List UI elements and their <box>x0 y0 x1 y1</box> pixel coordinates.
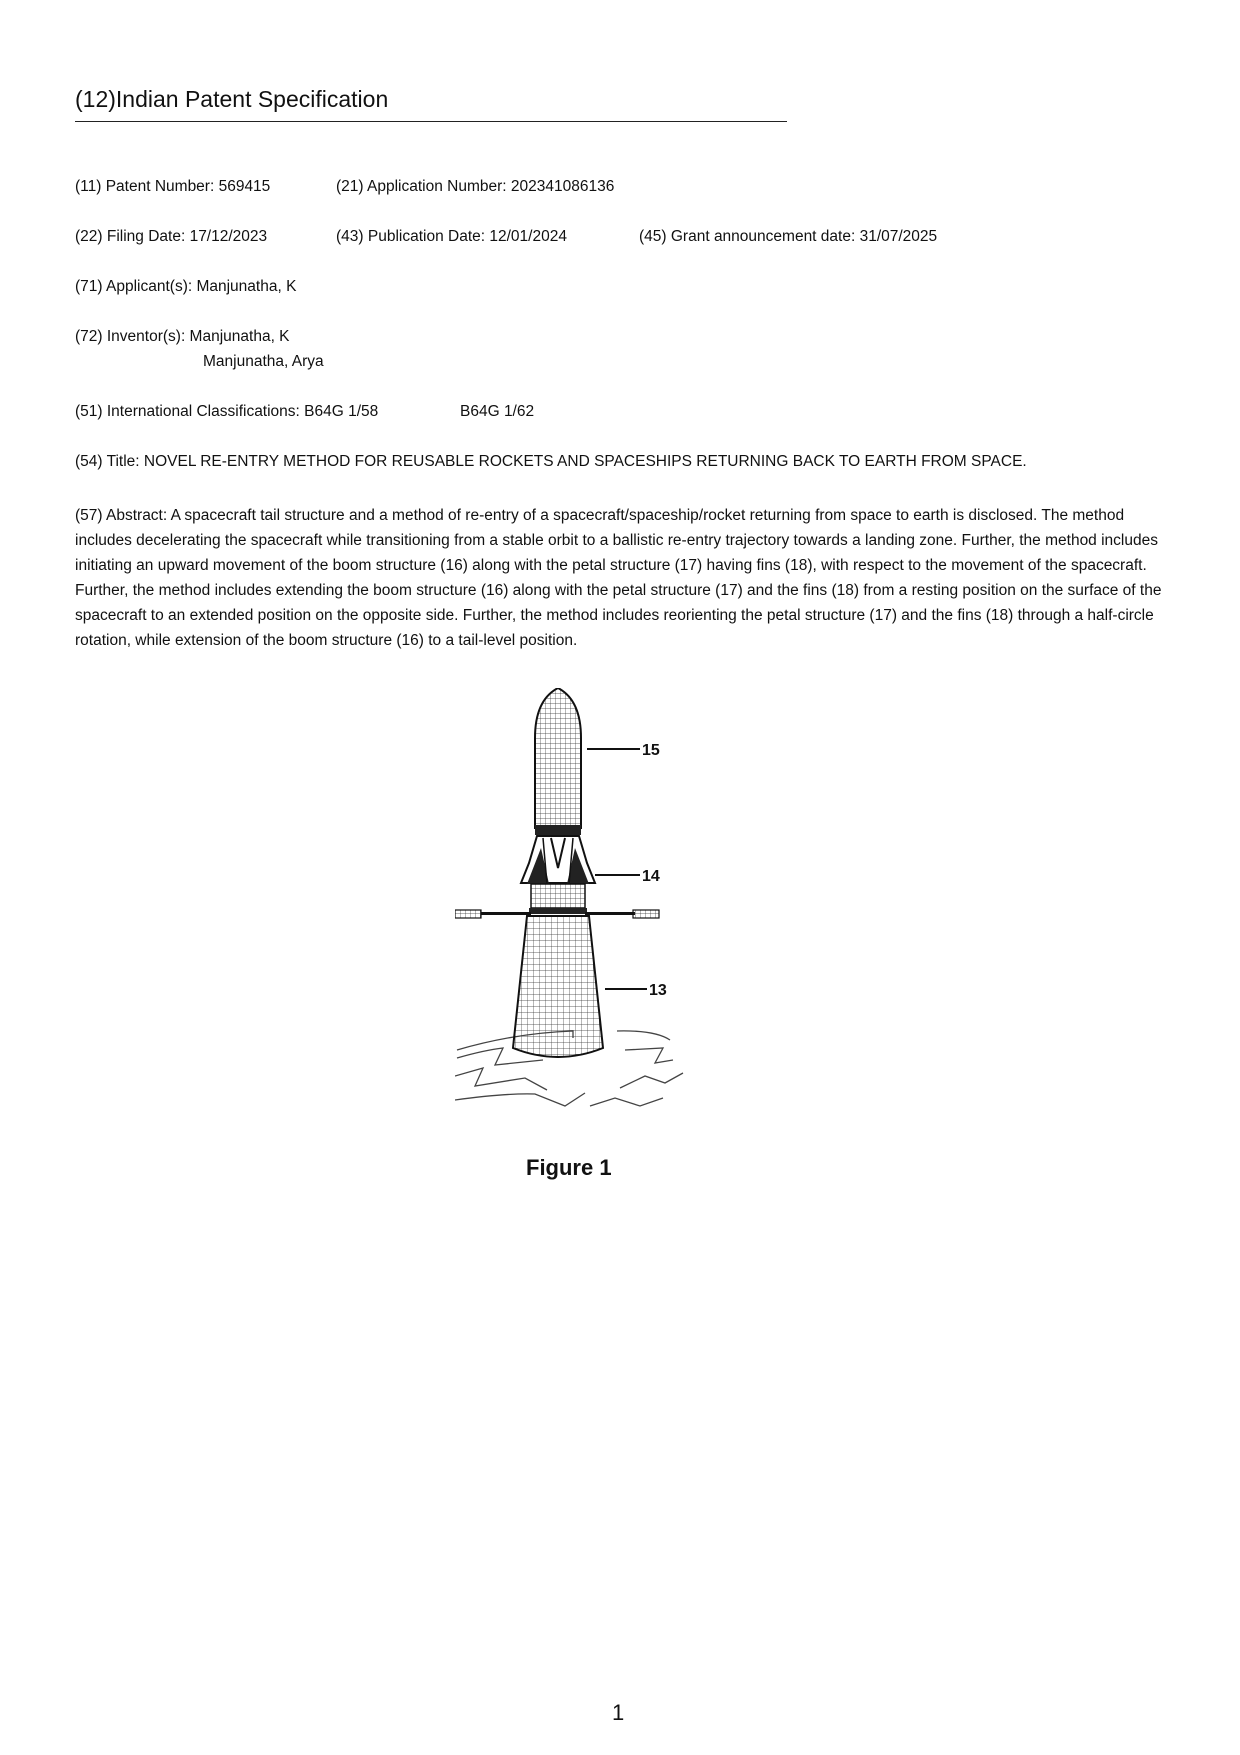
applicants: (71) Applicant(s): Manjunatha, K <box>75 278 297 295</box>
application-number: (21) Application Number: 202341086136 <box>336 178 615 195</box>
classification-1: (51) International Classifications: B64G 1/58 <box>75 403 379 420</box>
patent-title: (54) Title: NOVEL RE-ENTRY METHOD FOR REUSABLE ROCKETS AND SPACESHIPS RETURNING BACK TO EARTH FROM SPACE. <box>75 453 1027 470</box>
grant-date: (45) Grant announcement date: 31/07/2025 <box>639 228 938 245</box>
label-15: 15 <box>642 742 660 759</box>
publication-date: (43) Publication Date: 12/01/2024 <box>336 228 567 245</box>
label-14: 14 <box>642 868 660 885</box>
inventors-line-2: Manjunatha, Arya <box>203 353 324 370</box>
rocket-drawing <box>455 688 695 1128</box>
document-title: (12)Indian Patent Specification <box>75 86 389 112</box>
label-13: 13 <box>649 982 667 999</box>
rocket-figure <box>455 688 695 1128</box>
nose-fairing <box>535 688 581 828</box>
patent-number: (11) Patent Number: 569415 <box>75 178 271 195</box>
title-rule <box>75 121 787 122</box>
figure-caption: Figure 1 <box>526 1155 612 1180</box>
page-number: 1 <box>612 1700 625 1725</box>
main-stage <box>513 916 603 1057</box>
classification-2: B64G 1/62 <box>460 403 535 420</box>
filing-date: (22) Filing Date: 17/12/2023 <box>75 228 268 245</box>
abstract: (57) Abstract: A spacecraft tail structure and a method of re-entry of a spacecraft/spaceship/rocket returning from space to earth is disclosed. The method includes decelerating the spacecraft while transitioning from a stable orbit to a ballistic re-entry trajectory towards a landing zone. Further, the method includes initiating an upward movement of the boom structure (16) along with the petal structure (17) having fins (18), with respect to the movement of the spacecraft. Further, the method includes extending the boom structure (16) along with the petal structure (17) and the fins (18) from a resting position on the surface of the spacecraft to an extended position on the opposite side. Further, the method includes reorienting the petal structure (17) and the fins (18) through a half-circle rotation, while extension of the boom structure (16) to a tail-level position. <box>75 507 1162 649</box>
inventors-line-1: (72) Inventor(s): Manjunatha, K <box>75 328 290 345</box>
